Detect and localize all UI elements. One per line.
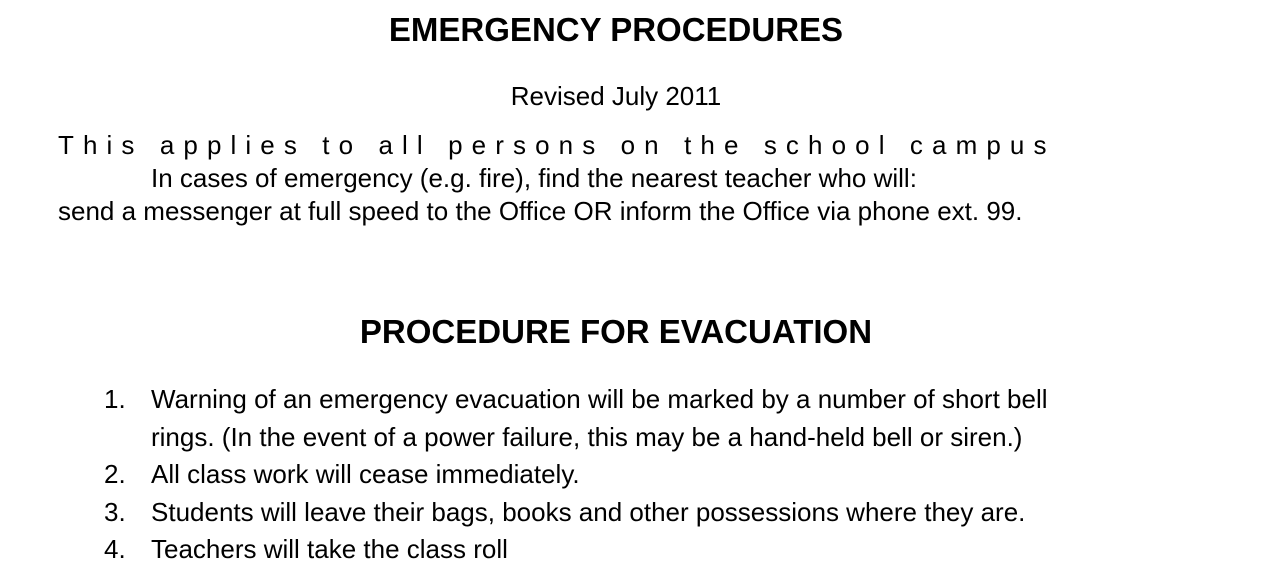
evacuation-step-3 (0, 494, 1280, 532)
step-text-line: rings. (In the event of a power failure, this may be a hand-held bell or siren.) (151, 421, 1023, 452)
step-number: 3. (104, 496, 126, 527)
step-number: 4. (104, 534, 126, 564)
evacuation-heading: PROCEDURE FOR EVACUATION (359, 313, 873, 350)
evacuation-step-2 (0, 456, 1280, 494)
revision-date: Revised July 2011 (510, 81, 722, 111)
office-contact-instruction: send a messenger at full speed to the Office OR inform the Office via phone ext. 99. (58, 196, 1023, 226)
evacuation-steps-list (0, 381, 1280, 569)
emergency-instruction: In cases of emergency (e.g. fire), find the nearest teacher who will: (151, 163, 917, 193)
step-text-line: Students will leave their bags, books and other possessions where they are. (151, 496, 1026, 527)
document-title: EMERGENCY PROCEDURES (388, 11, 844, 48)
evacuation-step-1 (0, 381, 1280, 456)
evacuation-step-4 (0, 531, 1280, 569)
applies-statement: This applies to all persons on the school campus (58, 130, 1056, 160)
step-number: 1. (104, 384, 126, 414)
step-text-line: Teachers will take the class roll (151, 534, 508, 564)
step-text-line: Warning of an emergency evacuation will be marked by a number of short bell (151, 384, 1048, 414)
step-number: 2. (104, 459, 126, 489)
step-text-line: All class work will cease immediately. (151, 459, 580, 489)
